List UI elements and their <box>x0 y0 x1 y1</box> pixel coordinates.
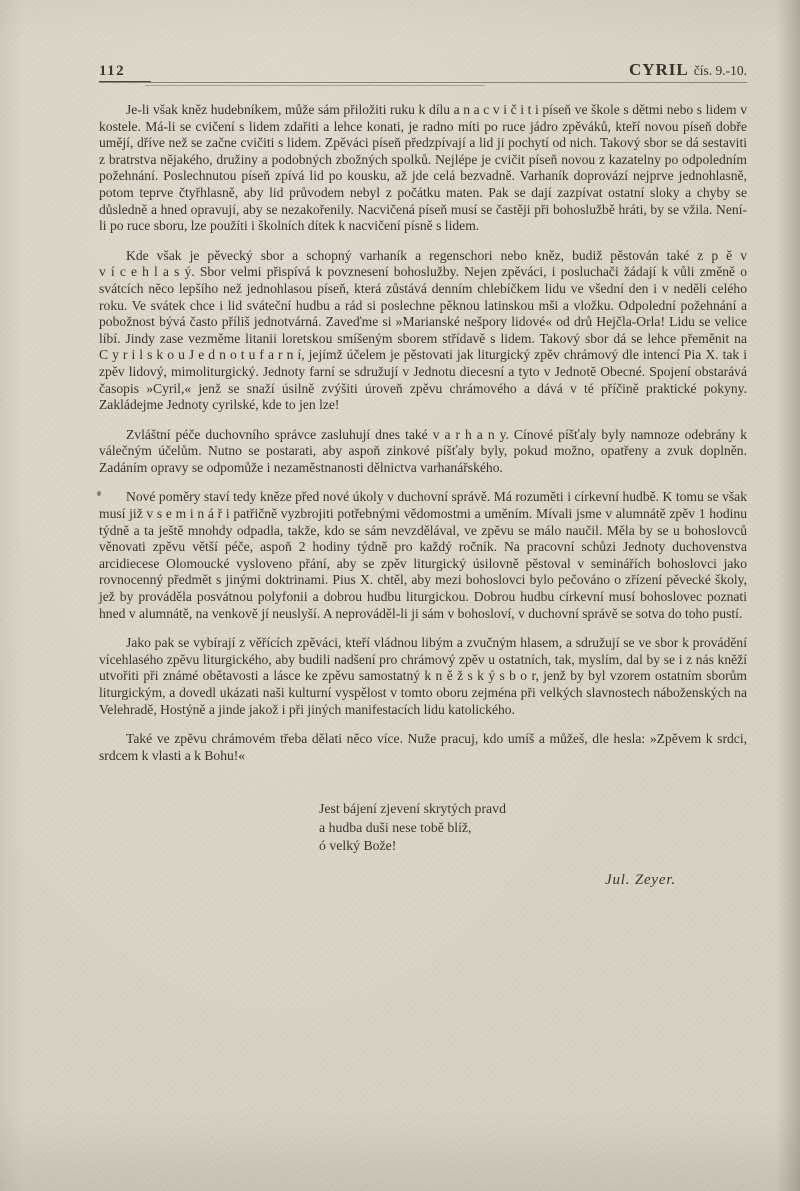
article-body <box>99 102 747 764</box>
article-paragraph: Jako pak se vybírají z věřících zpěváci, kteří vládnou libým a zvučným hlasem, a sdružují se ve sbor k provádění vícehlasého zpěvu liturgického, aby budili nadšení pro chrámový zpěv u ostatních, tak, myslím, dal by se i z nás kněží utvořiti při známé obětavosti a lásce ke zpěvu samostatný k n ě ž s k ý s b o r, jenž by byl vzorem ostatním sborům liturgickým, a dovedl ukázati naši kulturní vyspělost v tomto oboru zejména při velkých slavnostech náboženských na Velehradě, Hostýně a jinde jakož i při jiných manifestacích lidu katolického. <box>99 635 747 717</box>
article-paragraph: Zvláštní péče duchovního správce zasluhují dnes také v a r h a n y. Cínové píšťaly byly namnoze odebrány k válečným účelům. Nutno se postarati, aby aspoň zinkové píšťaly byly, pokud možno, opatřeny a zvuk doplněn. Zadáním opravy se odpomůže i nezaměstnanosti dělnictva varhanářského. <box>99 426 747 475</box>
article-paragraph: Také ve zpěvu chrámovém třeba dělati něco více. Nuže pracuj, kdo umíš a můžeš, dle hesla: »Zpěvem k srdci, srdcem k vlasti a k Bohu!« <box>99 731 747 763</box>
poem-line: Jest bájení zjevení skrytých pravd <box>319 801 506 817</box>
page-number: 112 <box>99 63 126 79</box>
issue-number: čís. 9.-10. <box>693 63 747 78</box>
header-rule-line <box>99 82 747 83</box>
header-rule-shadow-line <box>145 85 485 86</box>
article-paragraph: Nové poměry staví tedy kněze před nové úkoly v duchovní správě. Má rozuměti i církevní hudbě. K tomu se však musí již v s e m i n á ř i patřičně vyzbrojiti potřebnými vědomostmi a uměním. Mívali jsme v alumnátě zpěv 1 hodinu týdně a ta ještě mnohdy odpadla, takže, kdo se sám nevzdělával, ve zpěvu se málo naučil. Měla by se u bohoslovců věnovati zpěvu větší péče, aspoň 2 hodiny týdně pro každý ročník. Na pracovní schůzi Jednoty duchovenstva arcidiecese Olomoucké vysloveno přání, aby se zpěv liturgický úsilovně pěstoval v seminářích bohoslovci jako rovnocenný předmět s jinými doktrinami. Pius X. chtěl, aby mezi bohoslovci bylo pečováno o zřízení pěvecké školy, jež by prováděla posvátnou polyfonii a dobrou hudbu liturgickou. Dobrou hudbu církevní musí bohoslovec poznati hned v alumnátě, na venkově jí neuslyší. A neprováděl-li ji sám v bohosloví, v duchovní správě se sotva do toho pustí. <box>99 489 747 621</box>
journal-masthead <box>629 60 747 80</box>
journal-title: CYRIL <box>628 60 689 79</box>
page-header <box>99 60 747 80</box>
ink-speck <box>97 491 101 496</box>
article-paragraph: Kde však je pěvecký sbor a schopný varhaník a regenschori nebo kněz, budiž pěstován také z p ě v v í c e h l a s ý. Sbor velmi přispívá k povznesení bohoslužby. Nejen zpěváci, i posluchači žádají k vůli změně o svátcích něco lepšího než jednohlasou píseň, která zůstává denním chlebíčkem lidu ve všední den i v neděli celého roku. Ve svátek chce i lid sváteční hudbu a rád si poslechne pěknou latinskou mši a vložku. Odpolední požehnání a pobožnost bývá často příliš jednotvárná. Zaveďme si »Marianské nešpory lidové« od drů Hejčla-Orla! Lidu se velice líbí. Jindy zase vezměme litanii loretskou smíšeným sborem střídavě s lidem. Takový sbor dá se lehce přeměnit na C y r i l s k o u J e d n o t u f a r n í, jejímž účelem je pěstovati jak liturgický zpěv chrámový dle intencí Pia X. tak i zpěv lidový, mimoliturgický. Jednoty farní se sdružují v Jednotu diecesní a tyto v Jednotě Obecné. Spojení obstarává časopis »Cyril,« jenž se snaží úsilně zvýšiti úroveň zpěvu chrámového a dává v té příčině praktické pokyny. Zakládejme Jednoty cyrilské, kde to jen lze! <box>99 247 747 413</box>
header-rule <box>99 82 747 88</box>
page-content <box>99 60 747 889</box>
poem-author-signature: Jul. Zeyer. <box>605 871 676 888</box>
poem-line: ó velký Bože! <box>319 838 397 854</box>
article-paragraph: Je-li však kněz hudebníkem, může sám přiložiti ruku k dílu a n a c v i č i t i píseň ve škole s dětmi nebo s lidem v kostele. Má-li se cvičení s lidem zdařiti a lehce konati, je radno míti po ruce jádro zpěváků, kteří novou píseň dobře umějí, dříve než se začne cvičiti s lidem. Zpěváci píseň předzpívají a lid ji pochytí od nich. Takový sbor se dá sestaviti z bratrstva nějakého, družiny a podobných zbožných spolků. Nejlépe je cvičit píseň novou z kazatelny po odpoledním požehnání. Poslechnutou píseň zpívá lid po kousku, až jde celá bezvadně. Varhaník doprovází nejprve jednohlasně, potom teprve čtyřhlasně, aby lid průvodem nebyl z počátku maten. Pak se dají zazpívat ostatní sloky a chyby se důsledně a hned opravují, aby se nezakořenily. Nacvičená píseň musí se častěji při bohoslužbě hráti, by se vžila. Není-li po ruce sboru, lze použíti i školních dítek k nacvičení písně s lidem. <box>99 102 747 234</box>
poem-line: a hudba duši nese tobě blíž, <box>319 819 472 835</box>
poem <box>319 800 747 856</box>
